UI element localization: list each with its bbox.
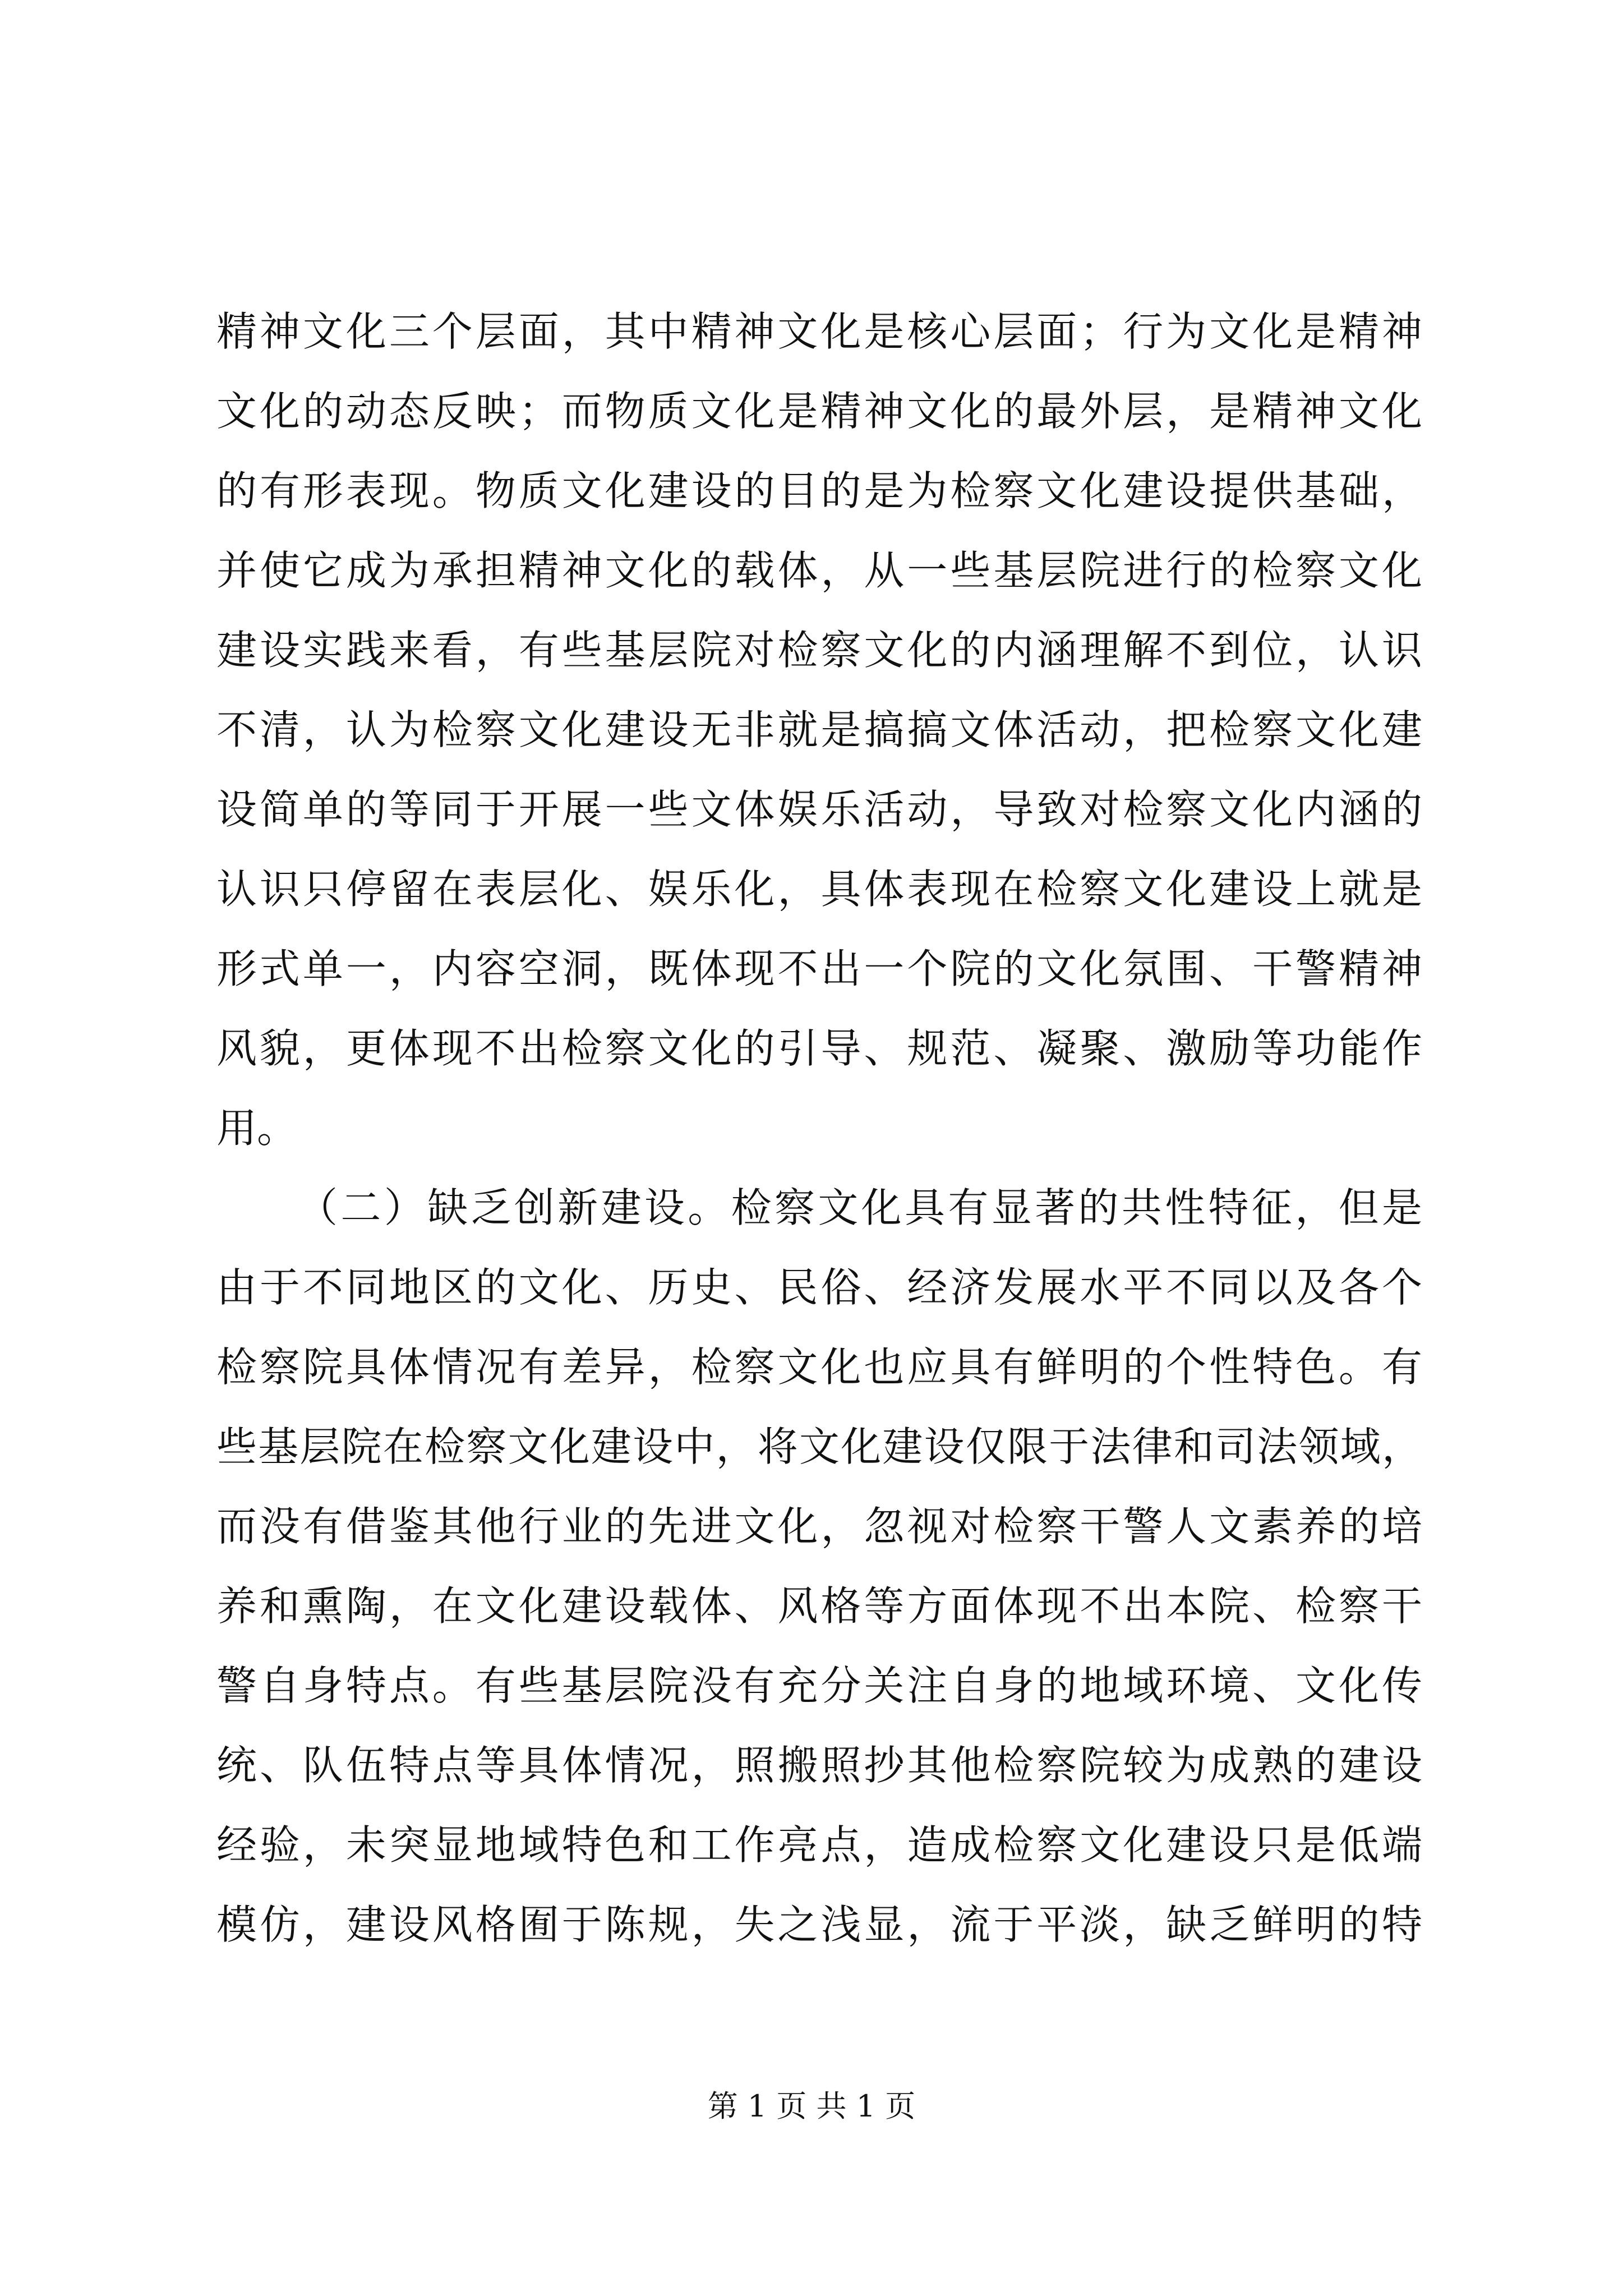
text-line: 不清，认为检察文化建设无非就是搞搞文体活动，把检察文化建	[216, 706, 1422, 753]
page-number-label: 第 1 页 共 1 页	[707, 2088, 916, 2124]
text-line: 用。	[216, 1105, 298, 1152]
text-line: 模仿，建设风格囿于陈规，失之浅显，流于平淡，缺乏鲜明的特	[216, 1901, 1422, 1948]
text-line: 形式单一，内容空洞，既体现不出一个院的文化氛围、干警精神	[216, 945, 1422, 992]
text-line: 认识只停留在表层化、娱乐化，具体表现在检察文化建设上就是	[216, 866, 1422, 913]
text-line: 些基层院在检察文化建设中，将文化建设仅限于法律和司法领域，	[216, 1423, 1422, 1470]
text-line: 并使它成为承担精神文化的载体，从一些基层院进行的检察文化	[216, 547, 1422, 594]
text-line: 建设实践来看，有些基层院对检察文化的内涵理解不到位，认识	[216, 627, 1422, 674]
text-line: 经验，未突显地域特色和工作亮点，造成检察文化建设只是低端	[216, 1821, 1422, 1869]
text-line: 文化的动态反映；而物质文化是精神文化的最外层，是精神文化	[216, 388, 1422, 435]
section-heading-line: （二）缺乏创新建设。检察文化具有显著的共性特征，但是	[297, 1184, 1422, 1231]
text-line: 由于不同地区的文化、历史、民俗、经济发展水平不同以及各个	[216, 1264, 1422, 1311]
text-line: 统、队伍特点等具体情况，照搬照抄其他检察院较为成熟的建设	[216, 1742, 1422, 1789]
text-line: 精神文化三个层面，其中精神文化是核心层面；行为文化是精神	[216, 308, 1422, 355]
text-line: 养和熏陶，在文化建设载体、风格等方面体现不出本院、检察干	[216, 1582, 1422, 1630]
text-line: 风貌，更体现不出检察文化的引导、规范、凝聚、激励等功能作	[216, 1025, 1422, 1072]
text-line: 的有形表现。物质文化建设的目的是为检察文化建设提供基础，	[216, 467, 1422, 514]
text-line: 而没有借鉴其他行业的先进文化，忽视对检察干警人文素养的培	[216, 1503, 1422, 1550]
page-footer	[0, 2087, 1623, 2126]
text-line: 警自身特点。有些基层院没有充分关注自身的地域环境、文化传	[216, 1662, 1422, 1709]
text-line: 检察院具体情况有差异，检察文化也应具有鲜明的个性特色。有	[216, 1343, 1422, 1391]
text-line: 设简单的等同于开展一些文体娱乐活动，导致对检察文化内涵的	[216, 786, 1422, 833]
body-text	[216, 292, 1422, 1964]
